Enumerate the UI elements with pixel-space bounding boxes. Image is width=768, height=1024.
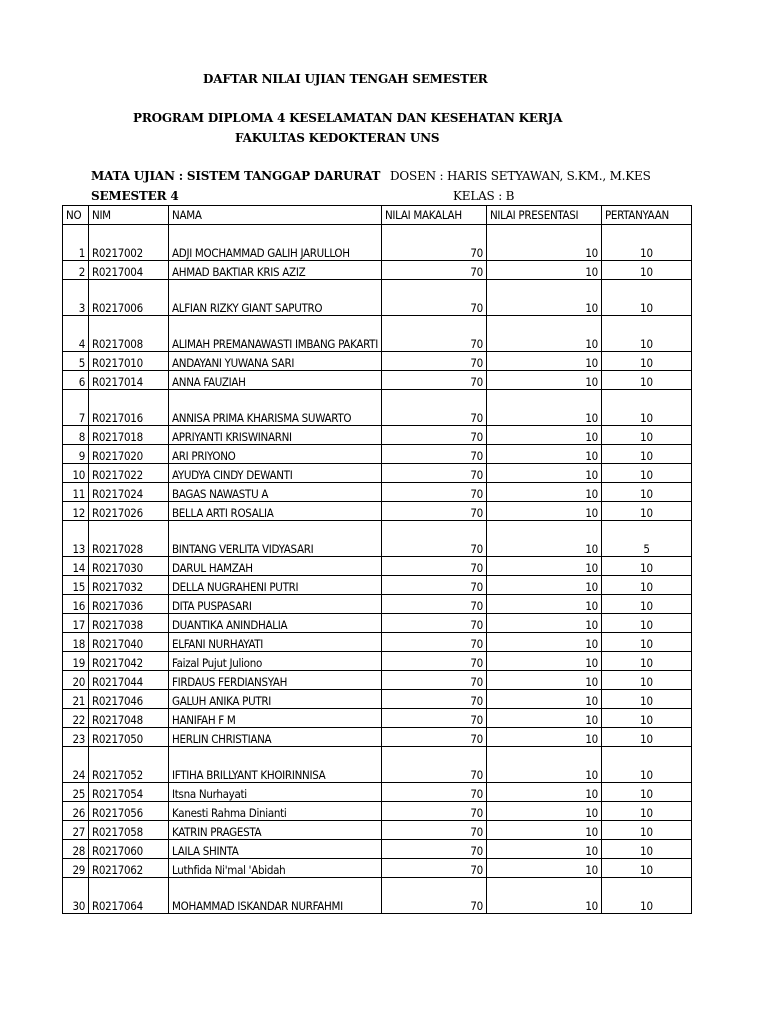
- row-nim: R0217062: [89, 859, 169, 878]
- row-nama: Itsna Nurhayati: [169, 783, 382, 802]
- row-nilai-presentasi: 10: [486, 557, 601, 576]
- table-row: [63, 671, 692, 690]
- row-no: 22: [63, 709, 89, 728]
- row-nim: R0217060: [89, 840, 169, 859]
- class-label: KELAS : B: [453, 189, 515, 203]
- row-pertanyaan: 10: [601, 878, 691, 914]
- row-nim: R0217026: [89, 502, 169, 521]
- table-row: [63, 709, 692, 728]
- row-nilai-presentasi: 10: [486, 390, 601, 426]
- faculty-title: FAKULTAS KEDOKTERAN UNS: [235, 131, 440, 145]
- row-nilai-presentasi: 10: [486, 821, 601, 840]
- row-no: 4: [63, 316, 89, 352]
- row-pertanyaan: 10: [601, 316, 691, 352]
- table-row: [63, 840, 692, 859]
- row-pertanyaan: 10: [601, 576, 691, 595]
- column-header-nim: NIM: [89, 206, 169, 225]
- row-nilai-makalah: 70: [381, 747, 486, 783]
- row-nilai-makalah: 70: [381, 783, 486, 802]
- row-nilai-makalah: 70: [381, 502, 486, 521]
- row-nim: R0217004: [89, 261, 169, 280]
- row-no: 3: [63, 280, 89, 316]
- row-nilai-presentasi: 10: [486, 802, 601, 821]
- row-pertanyaan: 10: [601, 802, 691, 821]
- row-no: 12: [63, 502, 89, 521]
- row-nim: R0217040: [89, 633, 169, 652]
- row-nama: ADJI MOCHAMMAD GALIH JARULLOH: [169, 225, 382, 261]
- row-nilai-presentasi: 10: [486, 783, 601, 802]
- table-row: [63, 690, 692, 709]
- row-nim: R0217032: [89, 576, 169, 595]
- table-row: [63, 483, 692, 502]
- table-row: [63, 859, 692, 878]
- row-nim: R0217044: [89, 671, 169, 690]
- table-row: [63, 595, 692, 614]
- row-nilai-presentasi: 10: [486, 878, 601, 914]
- row-nilai-makalah: 70: [381, 595, 486, 614]
- row-nilai-presentasi: 10: [486, 576, 601, 595]
- row-nilai-makalah: 70: [381, 878, 486, 914]
- row-nama: APRIYANTI KRISWINARNI: [169, 426, 382, 445]
- row-nim: R0217018: [89, 426, 169, 445]
- row-nim: R0217022: [89, 464, 169, 483]
- row-pertanyaan: 10: [601, 728, 691, 747]
- row-pertanyaan: 10: [601, 747, 691, 783]
- row-no: 29: [63, 859, 89, 878]
- row-no: 13: [63, 521, 89, 557]
- row-nama: HANIFAH F M: [169, 709, 382, 728]
- row-no: 30: [63, 878, 89, 914]
- row-nama: ANDAYANI YUWANA SARI: [169, 352, 382, 371]
- table-row: [63, 802, 692, 821]
- row-nama: HERLIN CHRISTIANA: [169, 728, 382, 747]
- row-nilai-makalah: 70: [381, 633, 486, 652]
- table-row: [63, 316, 692, 352]
- row-nilai-makalah: 70: [381, 521, 486, 557]
- row-nilai-presentasi: 10: [486, 445, 601, 464]
- row-nama: ARI PRIYONO: [169, 445, 382, 464]
- row-nama: BINTANG VERLITA VIDYASARI: [169, 521, 382, 557]
- row-pertanyaan: 10: [601, 652, 691, 671]
- row-nilai-makalah: 70: [381, 261, 486, 280]
- row-pertanyaan: 10: [601, 671, 691, 690]
- row-pertanyaan: 10: [601, 595, 691, 614]
- table-row: [63, 783, 692, 802]
- table-row: [63, 352, 692, 371]
- row-no: 21: [63, 690, 89, 709]
- row-nim: R0217016: [89, 390, 169, 426]
- table-row: [63, 614, 692, 633]
- row-nim: R0217038: [89, 614, 169, 633]
- row-no: 28: [63, 840, 89, 859]
- row-no: 15: [63, 576, 89, 595]
- row-nilai-makalah: 70: [381, 728, 486, 747]
- row-nim: R0217052: [89, 747, 169, 783]
- row-no: 19: [63, 652, 89, 671]
- row-nilai-makalah: 70: [381, 464, 486, 483]
- row-nama: Faizal Pujut Juliono: [169, 652, 382, 671]
- row-nim: R0217020: [89, 445, 169, 464]
- table-header-row: [63, 206, 692, 225]
- row-nama: ALFIAN RIZKY GIANT SAPUTRO: [169, 280, 382, 316]
- row-nim: R0217030: [89, 557, 169, 576]
- row-nilai-makalah: 70: [381, 821, 486, 840]
- row-nama: AHMAD BAKTIAR KRIS AZIZ: [169, 261, 382, 280]
- row-no: 5: [63, 352, 89, 371]
- row-nim: R0217046: [89, 690, 169, 709]
- semester-label: SEMESTER 4: [91, 189, 179, 203]
- row-no: 8: [63, 426, 89, 445]
- row-no: 7: [63, 390, 89, 426]
- row-no: 26: [63, 802, 89, 821]
- row-nama: ANNISA PRIMA KHARISMA SUWARTO: [169, 390, 382, 426]
- row-pertanyaan: 10: [601, 690, 691, 709]
- row-nim: R0217008: [89, 316, 169, 352]
- row-nim: R0217014: [89, 371, 169, 390]
- row-no: 11: [63, 483, 89, 502]
- row-pertanyaan: 10: [601, 821, 691, 840]
- table-row: [63, 576, 692, 595]
- row-nama: ELFANI NURHAYATI: [169, 633, 382, 652]
- row-nilai-presentasi: 10: [486, 521, 601, 557]
- table-row: [63, 747, 692, 783]
- row-pertanyaan: 10: [601, 783, 691, 802]
- row-nim: R0217010: [89, 352, 169, 371]
- row-pertanyaan: 10: [601, 371, 691, 390]
- row-pertanyaan: 10: [601, 859, 691, 878]
- row-pertanyaan: 10: [601, 280, 691, 316]
- row-nim: R0217056: [89, 802, 169, 821]
- row-nama: FIRDAUS FERDIANSYAH: [169, 671, 382, 690]
- row-nama: DITA PUSPASARI: [169, 595, 382, 614]
- row-pertanyaan: 10: [601, 483, 691, 502]
- row-nilai-presentasi: 10: [486, 633, 601, 652]
- row-nim: R0217048: [89, 709, 169, 728]
- row-nilai-makalah: 70: [381, 671, 486, 690]
- row-no: 24: [63, 747, 89, 783]
- row-nilai-presentasi: 10: [486, 595, 601, 614]
- row-nilai-presentasi: 10: [486, 316, 601, 352]
- row-nilai-makalah: 70: [381, 614, 486, 633]
- row-nim: R0217064: [89, 878, 169, 914]
- table-row: [63, 464, 692, 483]
- row-nilai-presentasi: 10: [486, 671, 601, 690]
- table-row: [63, 390, 692, 426]
- row-pertanyaan: 10: [601, 709, 691, 728]
- row-nilai-makalah: 70: [381, 426, 486, 445]
- row-nilai-makalah: 70: [381, 280, 486, 316]
- row-nim: R0217036: [89, 595, 169, 614]
- row-nilai-makalah: 70: [381, 709, 486, 728]
- table-row: [63, 557, 692, 576]
- row-no: 23: [63, 728, 89, 747]
- row-nama: BAGAS NAWASTU A: [169, 483, 382, 502]
- row-no: 20: [63, 671, 89, 690]
- row-pertanyaan: 10: [601, 261, 691, 280]
- row-nama: AYUDYA CINDY DEWANTI: [169, 464, 382, 483]
- row-no: 17: [63, 614, 89, 633]
- table-row: [63, 371, 692, 390]
- row-nim: R0217028: [89, 521, 169, 557]
- row-nama: DARUL HAMZAH: [169, 557, 382, 576]
- row-nilai-presentasi: 10: [486, 464, 601, 483]
- table-body: [63, 225, 692, 914]
- row-nilai-presentasi: 10: [486, 859, 601, 878]
- row-nama: Luthfida Ni'mal 'Abidah: [169, 859, 382, 878]
- row-nilai-makalah: 70: [381, 352, 486, 371]
- row-nama: LAILA SHINTA: [169, 840, 382, 859]
- row-nilai-makalah: 70: [381, 802, 486, 821]
- program-title: PROGRAM DIPLOMA 4 KESELAMATAN DAN KESEHATAN KERJA: [133, 111, 563, 125]
- row-nilai-presentasi: 10: [486, 747, 601, 783]
- table-row: [63, 280, 692, 316]
- row-nama: IFTIHA BRILLYANT KHOIRINNISA: [169, 747, 382, 783]
- row-nilai-presentasi: 10: [486, 614, 601, 633]
- row-nilai-makalah: 70: [381, 316, 486, 352]
- row-no: 16: [63, 595, 89, 614]
- row-nama: KATRIN PRAGESTA: [169, 821, 382, 840]
- row-nim: R0217058: [89, 821, 169, 840]
- row-nim: R0217024: [89, 483, 169, 502]
- row-nama: ANNA FAUZIAH: [169, 371, 382, 390]
- row-nilai-presentasi: 10: [486, 371, 601, 390]
- table-row: [63, 652, 692, 671]
- row-nama: Kanesti Rahma Dinianti: [169, 802, 382, 821]
- row-nilai-makalah: 70: [381, 371, 486, 390]
- row-nilai-makalah: 70: [381, 445, 486, 464]
- row-nilai-presentasi: 10: [486, 280, 601, 316]
- row-nilai-presentasi: 10: [486, 728, 601, 747]
- row-nim: R0217042: [89, 652, 169, 671]
- table-row: [63, 728, 692, 747]
- row-nilai-presentasi: 10: [486, 426, 601, 445]
- row-nim: R0217054: [89, 783, 169, 802]
- row-no: 25: [63, 783, 89, 802]
- row-pertanyaan: 10: [601, 633, 691, 652]
- row-pertanyaan: 10: [601, 557, 691, 576]
- table-row: [63, 821, 692, 840]
- row-nilai-presentasi: 10: [486, 352, 601, 371]
- column-header-nilai-makalah: NILAI MAKALAH: [381, 206, 486, 225]
- row-pertanyaan: 10: [601, 502, 691, 521]
- table-row: [63, 225, 692, 261]
- row-nama: MOHAMMAD ISKANDAR NURFAHMI: [169, 878, 382, 914]
- row-nilai-presentasi: 10: [486, 652, 601, 671]
- row-no: 10: [63, 464, 89, 483]
- row-nama: DUANTIKA ANINDHALIA: [169, 614, 382, 633]
- column-header-no: NO: [63, 206, 89, 225]
- row-nilai-presentasi: 10: [486, 261, 601, 280]
- table-row: [63, 521, 692, 557]
- row-pertanyaan: 10: [601, 426, 691, 445]
- row-nilai-makalah: 70: [381, 390, 486, 426]
- grades-table: [62, 205, 692, 914]
- row-nilai-presentasi: 10: [486, 225, 601, 261]
- row-nilai-makalah: 70: [381, 652, 486, 671]
- row-pertanyaan: 5: [601, 521, 691, 557]
- table-row: [63, 261, 692, 280]
- row-pertanyaan: 10: [601, 225, 691, 261]
- column-header-nama: NAMA: [169, 206, 382, 225]
- row-no: 18: [63, 633, 89, 652]
- row-pertanyaan: 10: [601, 352, 691, 371]
- row-no: 2: [63, 261, 89, 280]
- row-nilai-makalah: 70: [381, 225, 486, 261]
- row-nilai-presentasi: 10: [486, 690, 601, 709]
- row-no: 27: [63, 821, 89, 840]
- table-row: [63, 445, 692, 464]
- row-nilai-presentasi: 10: [486, 840, 601, 859]
- row-nama: ALIMAH PREMANAWASTI IMBANG PAKARTI: [169, 316, 382, 352]
- column-header-nilai-presentasi: NILAI PRESENTASI: [486, 206, 601, 225]
- row-nilai-presentasi: 10: [486, 483, 601, 502]
- row-pertanyaan: 10: [601, 445, 691, 464]
- row-nilai-makalah: 70: [381, 690, 486, 709]
- row-no: 1: [63, 225, 89, 261]
- row-pertanyaan: 10: [601, 464, 691, 483]
- document-title: DAFTAR NILAI UJIAN TENGAH SEMESTER: [203, 72, 488, 86]
- row-pertanyaan: 10: [601, 614, 691, 633]
- row-nilai-makalah: 70: [381, 576, 486, 595]
- row-nama: BELLA ARTI ROSALIA: [169, 502, 382, 521]
- row-nilai-presentasi: 10: [486, 709, 601, 728]
- row-nilai-presentasi: 10: [486, 502, 601, 521]
- row-nama: DELLA NUGRAHENI PUTRI: [169, 576, 382, 595]
- row-pertanyaan: 10: [601, 840, 691, 859]
- row-nim: R0217050: [89, 728, 169, 747]
- table-row: [63, 426, 692, 445]
- row-nim: R0217002: [89, 225, 169, 261]
- row-nama: GALUH ANIKA PUTRI: [169, 690, 382, 709]
- row-nim: R0217006: [89, 280, 169, 316]
- row-nilai-makalah: 70: [381, 483, 486, 502]
- table-row: [63, 502, 692, 521]
- row-no: 6: [63, 371, 89, 390]
- row-nilai-makalah: 70: [381, 840, 486, 859]
- row-nilai-makalah: 70: [381, 557, 486, 576]
- table-row: [63, 878, 692, 914]
- column-header-pertanyaan: PERTANYAAN: [601, 206, 691, 225]
- row-no: 14: [63, 557, 89, 576]
- lecturer-label: DOSEN : HARIS SETYAWAN, S.KM., M.KES: [390, 169, 651, 183]
- row-no: 9: [63, 445, 89, 464]
- table-row: [63, 633, 692, 652]
- row-pertanyaan: 10: [601, 390, 691, 426]
- row-nilai-makalah: 70: [381, 859, 486, 878]
- subject-label: MATA UJIAN : SISTEM TANGGAP DARURAT: [91, 169, 381, 183]
